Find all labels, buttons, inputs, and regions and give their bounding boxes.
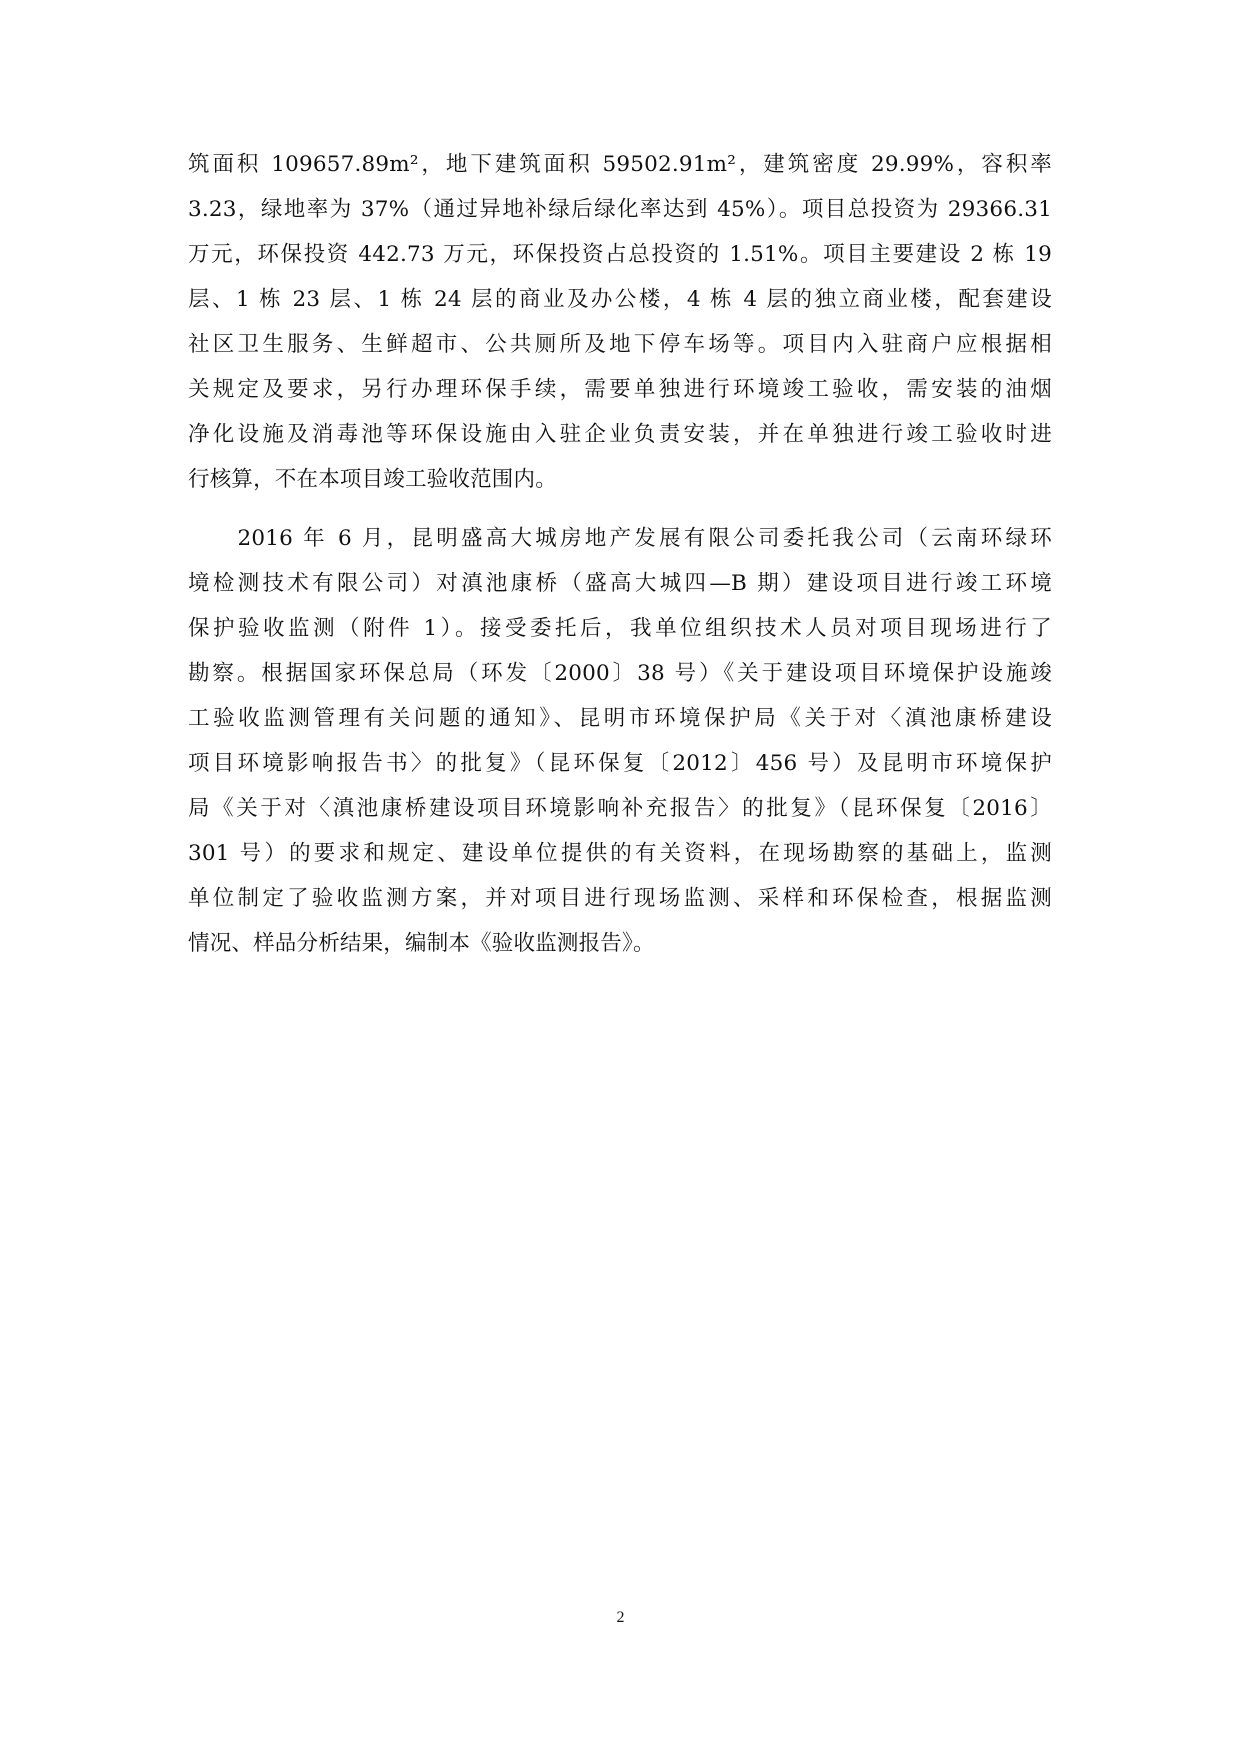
text-line: 局《关于对〈滇池康桥建设项目环境影响补充报告〉的批复》（昆环保复〔2016〕 (188, 796, 1052, 821)
text-line: 筑面积 109657.89m²，地下建筑面积 59502.91m²，建筑密度 29.99%，容积率 (188, 152, 1052, 177)
text-line: 保护验收监测（附件 1）。接受委托后，我单位组织技术人员对项目现场进行了 (188, 616, 1052, 641)
text-line: 工验收监测管理有关问题的通知》、昆明市环境保护局《关于对〈滇池康桥建设 (188, 706, 1052, 731)
text-line: 项目环境影响报告书〉的批复》（昆环保复〔2012〕456 号）及昆明市环境保护 (188, 751, 1052, 776)
paragraph-project-overview (188, 142, 1052, 502)
text-line: 情况、样品分析结果，编制本《验收监测报告》。 (188, 931, 655, 956)
paragraph-commission (188, 516, 1052, 966)
text-line: 关规定及要求，另行办理环保手续，需要单独进行环境竣工验收，需安装的油烟 (188, 377, 1052, 402)
text-line: 社区卫生服务、生鲜超市、公共厕所及地下停车场等。项目内入驻商户应根据相 (188, 332, 1052, 357)
text-line: 勘察。根据国家环保总局（环发〔2000〕38 号）《关于建设项目环境保护设施竣 (188, 661, 1052, 686)
text-line: 2016 年 6 月，昆明盛高大城房地产发展有限公司委托我公司（云南环绿环 (188, 526, 1052, 551)
text-line: 行核算，不在本项目竣工验收范围内。 (188, 467, 557, 492)
text-line: 3.23，绿地率为 37%（通过异地补绿后绿化率达到 45%）。项目总投资为 29366.31 (188, 197, 1052, 222)
paragraph-spacer (188, 502, 1052, 516)
page-number: 2 (616, 1609, 625, 1626)
body-text (188, 142, 1052, 966)
text-line: 净化设施及消毒池等环保设施由入驻企业负责安装，并在单独进行竣工验收时进 (188, 422, 1052, 447)
text-line: 万元，环保投资 442.73 万元，环保投资占总投资的 1.51%。项目主要建设 2 栋 19 (188, 242, 1052, 267)
text-line: 单位制定了验收监测方案，并对项目进行现场监测、采样和环保检查，根据监测 (188, 886, 1052, 911)
text-line: 层、1 栋 23 层、1 栋 24 层的商业及办公楼，4 栋 4 层的独立商业楼，配套建设 (188, 287, 1052, 312)
text-line: 301 号）的要求和规定、建设单位提供的有关资料，在现场勘察的基础上，监测 (188, 841, 1052, 866)
text-line: 境检测技术有限公司）对滇池康桥（盛高大城四—B 期）建设项目进行竣工环境 (188, 571, 1052, 596)
